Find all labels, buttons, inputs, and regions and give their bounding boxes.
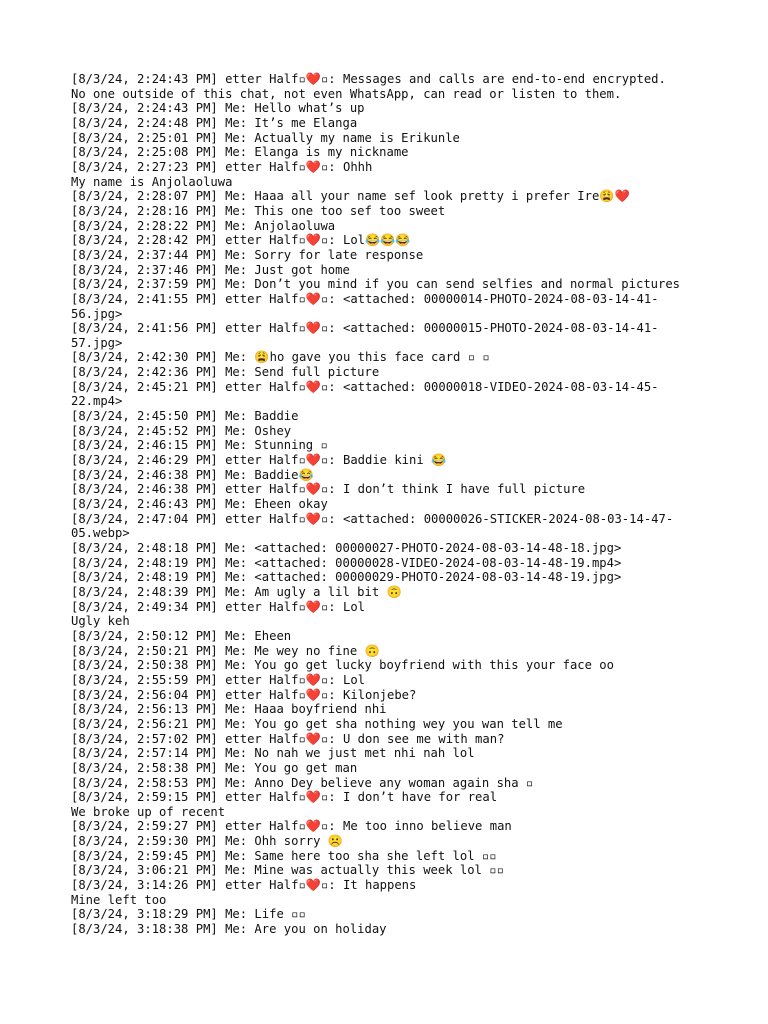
- transcript-line: [8/3/24, 2:37:44 PM] Me: Sorry for late response: [71, 247, 424, 262]
- transcript-line: [8/3/24, 2:46:38 PM] etter Half▫❤️▫: I don’t think I have full picture: [71, 482, 586, 497]
- transcript-line: Mine left too: [71, 892, 167, 907]
- transcript-line: [8/3/24, 2:24:48 PM] Me: It’s me Elanga: [71, 115, 358, 130]
- transcript-line: [8/3/24, 2:48:18 PM] Me: <attached: 00000027-PHOTO-2024-08-03-14-48-18.jpg>: [71, 541, 622, 555]
- transcript-line: My name is Anjolaoluwa: [71, 174, 233, 189]
- transcript-line: [8/3/24, 2:46:29 PM] etter Half▫❤️▫: Baddie kini 😂: [71, 453, 447, 468]
- transcript-line: [8/3/24, 2:27:23 PM] etter Half▫❤️▫: Ohhh: [71, 159, 373, 174]
- transcript-line: [8/3/24, 2:46:15 PM] Me: Stunning ▫: [71, 438, 328, 453]
- transcript-line: [8/3/24, 2:24:43 PM] etter Half▫❤️▫: Messages and calls are end-to-end encrypted.: [71, 72, 666, 86]
- transcript-line: [8/3/24, 2:37:59 PM] Me: Don’t you mind if you can send selfies and normal pictures: [71, 277, 681, 292]
- transcript-line: [8/3/24, 2:46:43 PM] Me: Eheen okay: [71, 497, 328, 512]
- transcript-line: [8/3/24, 2:59:27 PM] etter Half▫❤️▫: Me too inno believe man: [71, 819, 512, 834]
- transcript-line: 22.mp4>: [71, 394, 123, 409]
- transcript-line: [8/3/24, 2:48:19 PM] Me: <attached: 00000028-VIDEO-2024-08-03-14-48-19.mp4>: [71, 555, 622, 570]
- transcript-line: [8/3/24, 2:42:30 PM] Me: 😩ho gave you this face card ▫ ▫: [71, 350, 490, 365]
- transcript-line: [8/3/24, 2:50:12 PM] Me: Eheen: [71, 628, 292, 643]
- transcript-line: [8/3/24, 2:58:53 PM] Me: Anno Dey believe any woman again sha ▫: [71, 775, 534, 790]
- transcript-line: [8/3/24, 2:42:36 PM] Me: Send full picture: [71, 365, 380, 380]
- transcript-line: [8/3/24, 3:18:29 PM] Me: Life ▫▫: [71, 907, 306, 922]
- transcript-line: We broke up of recent: [71, 804, 226, 819]
- transcript-line: 57.jpg>: [71, 335, 123, 350]
- transcript-line: [8/3/24, 2:25:01 PM] Me: Actually my name is Erikunle: [71, 130, 460, 145]
- transcript-line: [8/3/24, 2:45:50 PM] Me: Baddie: [71, 409, 299, 424]
- document-page: [71, 72, 711, 937]
- transcript-line: [8/3/24, 3:06:21 PM] Me: Mine was actually this week lol ▫▫: [71, 863, 504, 878]
- transcript-line: [8/3/24, 2:47:04 PM] etter Half▫❤️▫: <attached: 00000026-STICKER-2024-08-03-14-47-: [71, 511, 674, 526]
- transcript-line: [8/3/24, 2:28:42 PM] etter Half▫❤️▫: Lol😂😂😂: [71, 233, 411, 248]
- chat-transcript: [71, 72, 711, 937]
- transcript-line: [8/3/24, 2:41:55 PM] etter Half▫❤️▫: <attached: 00000014-PHOTO-2024-08-03-14-41-: [71, 291, 659, 306]
- transcript-line: 05.webp>: [71, 526, 130, 541]
- transcript-line: [8/3/24, 2:48:39 PM] Me: Am ugly a lil bit 🙃: [71, 584, 402, 599]
- transcript-line: [8/3/24, 2:57:14 PM] Me: No nah we just met nhi nah lol: [71, 746, 475, 761]
- transcript-line: Ugly keh: [71, 614, 130, 629]
- transcript-line: [8/3/24, 2:37:46 PM] Me: Just got home: [71, 262, 350, 277]
- transcript-line: [8/3/24, 2:57:02 PM] etter Half▫❤️▫: U don see me with man?: [71, 731, 505, 746]
- transcript-line: No one outside of this chat, not even WhatsApp, can read or listen to them.: [71, 86, 622, 101]
- transcript-line: [8/3/24, 2:48:19 PM] Me: <attached: 00000029-PHOTO-2024-08-03-14-48-19.jpg>: [71, 570, 622, 585]
- transcript-line: [8/3/24, 3:14:26 PM] etter Half▫❤️▫: It happens: [71, 878, 417, 893]
- transcript-line: [8/3/24, 2:25:08 PM] Me: Elanga is my nickname: [71, 145, 409, 160]
- transcript-line: [8/3/24, 2:28:22 PM] Me: Anjolaoluwa: [71, 218, 336, 233]
- transcript-line: 56.jpg>: [71, 306, 123, 321]
- transcript-line: [8/3/24, 2:59:30 PM] Me: Ohh sorry ☹️: [71, 834, 343, 849]
- transcript-line: [8/3/24, 2:28:07 PM] Me: Haaa all your name sef look pretty i prefer Ire😩❤️: [71, 189, 630, 204]
- transcript-line: [8/3/24, 2:24:43 PM] Me: Hello what’s up: [71, 101, 365, 116]
- transcript-line: [8/3/24, 2:49:34 PM] etter Half▫❤️▫: Lol: [71, 599, 365, 614]
- transcript-line: [8/3/24, 2:58:38 PM] Me: You go get man: [71, 760, 358, 775]
- transcript-line: [8/3/24, 2:45:52 PM] Me: Oshey: [71, 423, 292, 438]
- transcript-line: [8/3/24, 2:50:38 PM] Me: You go get lucky boyfriend with this your face oo: [71, 658, 614, 673]
- transcript-line: [8/3/24, 2:50:21 PM] Me: Me wey no fine 🙃: [71, 643, 380, 658]
- transcript-line: [8/3/24, 2:59:45 PM] Me: Same here too sha she left lol ▫▫: [71, 848, 497, 863]
- transcript-line: [8/3/24, 2:46:38 PM] Me: Baddie😂: [71, 467, 314, 482]
- transcript-line: [8/3/24, 2:28:16 PM] Me: This one too sef too sweet: [71, 203, 446, 218]
- transcript-line: [8/3/24, 2:56:21 PM] Me: You go get sha nothing wey you wan tell me: [71, 716, 563, 731]
- transcript-line: [8/3/24, 2:45:21 PM] etter Half▫❤️▫: <attached: 00000018-VIDEO-2024-08-03-14-45-: [71, 379, 659, 394]
- transcript-line: [8/3/24, 2:41:56 PM] etter Half▫❤️▫: <attached: 00000015-PHOTO-2024-08-03-14-41-: [71, 321, 659, 336]
- transcript-line: [8/3/24, 2:56:13 PM] Me: Haaa boyfriend nhi: [71, 702, 387, 717]
- transcript-line: [8/3/24, 2:59:15 PM] etter Half▫❤️▫: I don’t have for real: [71, 790, 498, 805]
- transcript-line: [8/3/24, 2:55:59 PM] etter Half▫❤️▫: Lol: [71, 672, 365, 687]
- transcript-line: [8/3/24, 3:18:38 PM] Me: Are you on holiday: [71, 922, 387, 937]
- transcript-line: [8/3/24, 2:56:04 PM] etter Half▫❤️▫: Kilonjebe?: [71, 687, 417, 702]
